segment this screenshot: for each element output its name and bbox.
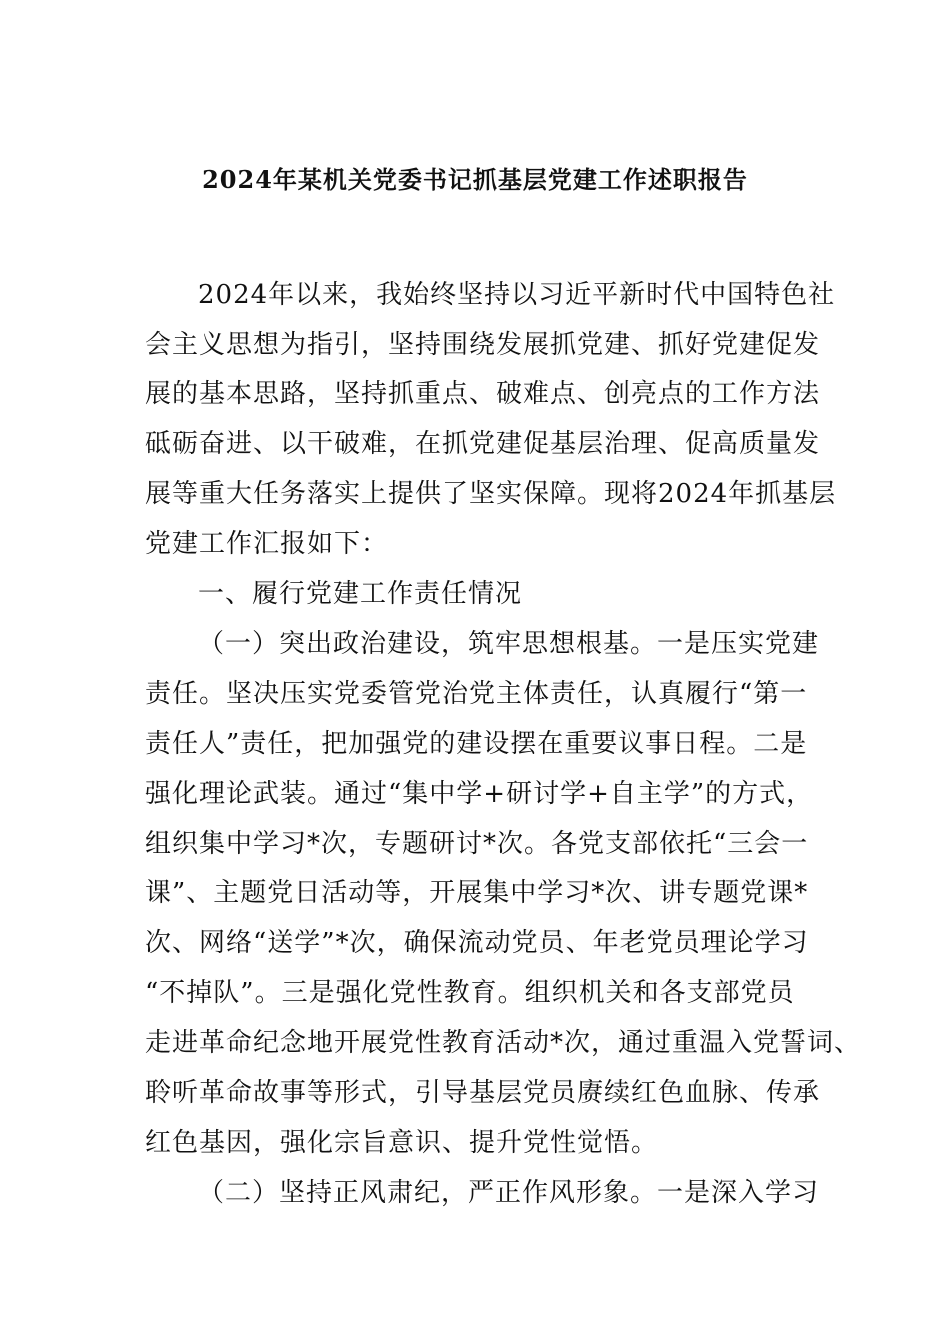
- paragraph-line: 聆听革命故事等形式，引导基层党员赓续红色血脉、传承: [145, 1078, 821, 1108]
- paragraph-line: 次、网络“送学”*次，确保流动党员、年老党员理论学习: [145, 928, 809, 958]
- paragraph-line: 党建工作汇报如下：: [145, 529, 389, 559]
- paragraph-line: “不掉队”。三是强化党性教育。组织机关和各支部党员: [145, 978, 795, 1008]
- paragraph-line: 砥砺奋进、以干破难，在抓党建促基层治理、促高质量发: [145, 429, 821, 459]
- paragraph-line: 责任人”责任，把加强党的建设摆在重要议事日程。二是: [145, 729, 808, 759]
- paragraph-line: 课”、主题党日活动等，开展集中学习*次、讲专题党课*: [145, 878, 809, 908]
- paragraph-line: 强化理论武装。通过“集中学+研讨学+自主学”的方式，: [145, 779, 814, 809]
- paragraph-line: （二）坚持正风肃纪，严正作风形象。一是深入学习: [198, 1178, 820, 1208]
- paragraph-line: 展等重大任务落实上提供了坚实保障。现将2024年抓基层: [145, 479, 837, 509]
- paragraph-line: 责任。坚决压实党委管党治党主体责任，认真履行“第一: [145, 679, 808, 709]
- paragraph-line: 组织集中学习*次，专题研讨*次。各党支部依托“三会一: [145, 829, 809, 859]
- paragraph-line: 展的基本思路，坚持抓重点、破难点、创亮点的工作方法: [145, 379, 821, 409]
- paragraph-line: 走进革命纪念地开展党性教育活动*次，通过重温入党誓词、: [145, 1028, 862, 1058]
- paragraph-line: 2024年以来，我始终坚持以习近平新时代中国特色社: [198, 280, 836, 310]
- paragraph-line: 红色基因，强化宗旨意识、提升党性觉悟。: [145, 1128, 659, 1158]
- section-heading: 一、履行党建工作责任情况: [198, 579, 523, 609]
- paragraph-line: （一）突出政治建设，筑牢思想根基。一是压实党建: [198, 629, 820, 659]
- paragraph-line: 会主义思想为指引，坚持围绕发展抓党建、抓好党建促发: [145, 330, 821, 360]
- document-title: 2024年某机关党委书记抓基层党建工作述职报告: [202, 165, 748, 194]
